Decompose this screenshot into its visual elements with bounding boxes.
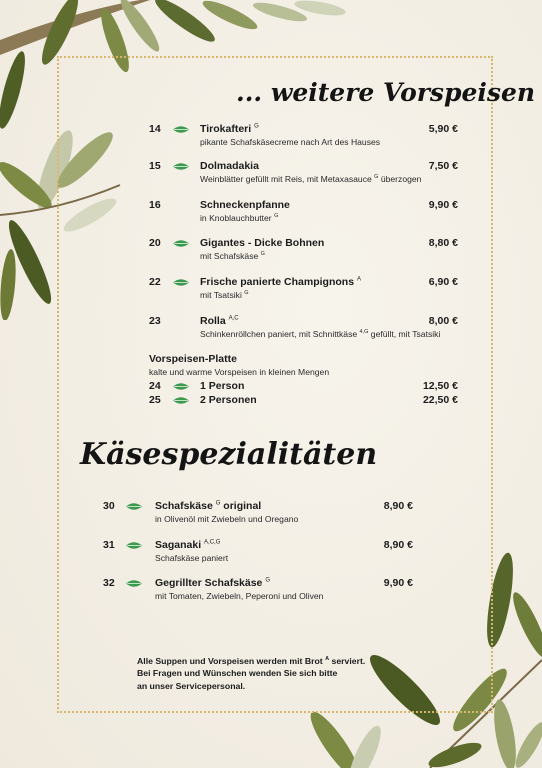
item-name: 2 Personen: [200, 394, 257, 406]
item-name: Saganaki $^{A,C,G}$: [155, 539, 221, 551]
section-title-kaese: Käsespezialitäten: [80, 437, 378, 472]
name-superscript: 4,G: [359, 329, 369, 336]
footer-line1-a: Alle Suppen und Vorspeisen werden mit Brot: [137, 655, 323, 666]
item-name: Gegrillter Schafskäse $^G$: [155, 577, 270, 589]
item-price: 8,00 €: [428, 315, 458, 327]
item-name: Dolmadakia: [200, 160, 259, 172]
item-number: 30: [103, 500, 115, 512]
name-superscript: G: [265, 577, 270, 584]
item-number: 14: [149, 123, 161, 135]
item-price: 9,90 €: [428, 199, 458, 211]
footer-line1-b: serviert.: [331, 655, 366, 666]
leaf-icon: [172, 239, 190, 248]
item-name: 1 Person: [200, 380, 245, 392]
item-desc: mit Tomaten, Zwiebeln, Peperoni und Oliven: [155, 591, 324, 601]
name-superscript: A,C,G: [204, 539, 221, 546]
item-name: Gigantes - Dicke Bohnen: [200, 237, 325, 249]
footer-line3: an unser Servicepersonal.: [137, 680, 246, 691]
name-superscript: G: [254, 123, 259, 130]
name-superscript: G: [274, 213, 279, 220]
item-price: 5,90 €: [428, 123, 458, 135]
platte-desc: kalte und warme Vorspeisen in kleinen Mengen: [149, 367, 330, 377]
item-price: 7,50 €: [428, 160, 458, 172]
item-number: 22: [149, 276, 161, 288]
item-desc: Weinblätter gefüllt mit Reis, mit Metaxasauce $^G$ überzogen: [200, 174, 422, 184]
item-desc: pikante Schafskäsecreme nach Art des Hauses: [200, 137, 381, 147]
platte-title: Vorspeisen-Platte: [149, 353, 237, 365]
leaf-icon: [125, 579, 143, 588]
item-price: 12,50 €: [422, 380, 458, 392]
name-superscript: G: [374, 174, 379, 181]
name-superscript: G: [244, 290, 249, 297]
item-desc: mit Tsatsiki $^G$: [200, 290, 249, 300]
item-name: Schafskäse $^G$ original: [155, 500, 262, 512]
leaf-icon: [172, 125, 190, 134]
item-price: 6,90 €: [428, 276, 458, 288]
leaf-icon: [172, 396, 190, 405]
leaf-icon: [125, 541, 143, 550]
footer-line2: Bei Fragen und Wünschen wenden Sie sich bitte: [137, 668, 338, 679]
item-number: 16: [149, 199, 161, 211]
leaf-icon: [125, 502, 143, 511]
leaf-icon: [172, 382, 190, 391]
item-price: 8,90 €: [383, 500, 413, 512]
item-desc: in Olivenöl mit Zwiebeln und Oregano: [155, 514, 299, 524]
leaf-icon: [172, 278, 190, 287]
item-number: 23: [149, 315, 161, 327]
item-desc: in Knoblauchbutter $^G$: [200, 213, 279, 223]
item-desc: Schinkenröllchen paniert, mit Schnittkäse $^{4,G}$ gefüllt, mit Tsatsiki: [200, 329, 441, 339]
name-superscript: A,C: [228, 315, 239, 322]
item-name: Tirokafteri $^G$: [200, 123, 259, 135]
item-desc: Schafskäse paniert: [155, 553, 229, 563]
item-number: 24: [149, 380, 161, 392]
item-number: 31: [103, 539, 115, 551]
footer-note: [137, 653, 365, 692]
item-number: 15: [149, 160, 161, 172]
section-title-vorspeisen: ... weitere Vorspeisen: [236, 78, 536, 107]
item-price: 8,80 €: [428, 237, 458, 249]
item-name: Schneckenpfanne: [200, 199, 290, 211]
footer-line1-sup: A: [325, 656, 330, 662]
item-number: 32: [103, 577, 115, 589]
item-price: 22,50 €: [422, 394, 458, 406]
item-price: 8,90 €: [383, 539, 413, 551]
name-superscript: G: [260, 251, 265, 258]
leaf-icon: [172, 162, 190, 171]
name-superscript: A: [356, 276, 361, 283]
item-price: 9,90 €: [383, 577, 413, 589]
name-superscript: G: [215, 500, 221, 507]
item-name: Rolla $^{A,C}$: [200, 315, 239, 327]
item-number: 20: [149, 237, 161, 249]
item-number: 25: [149, 394, 161, 406]
item-desc: mit Schafskäse $^G$: [200, 251, 265, 261]
item-name: Frische panierte Champignons $^A$: [200, 276, 361, 288]
